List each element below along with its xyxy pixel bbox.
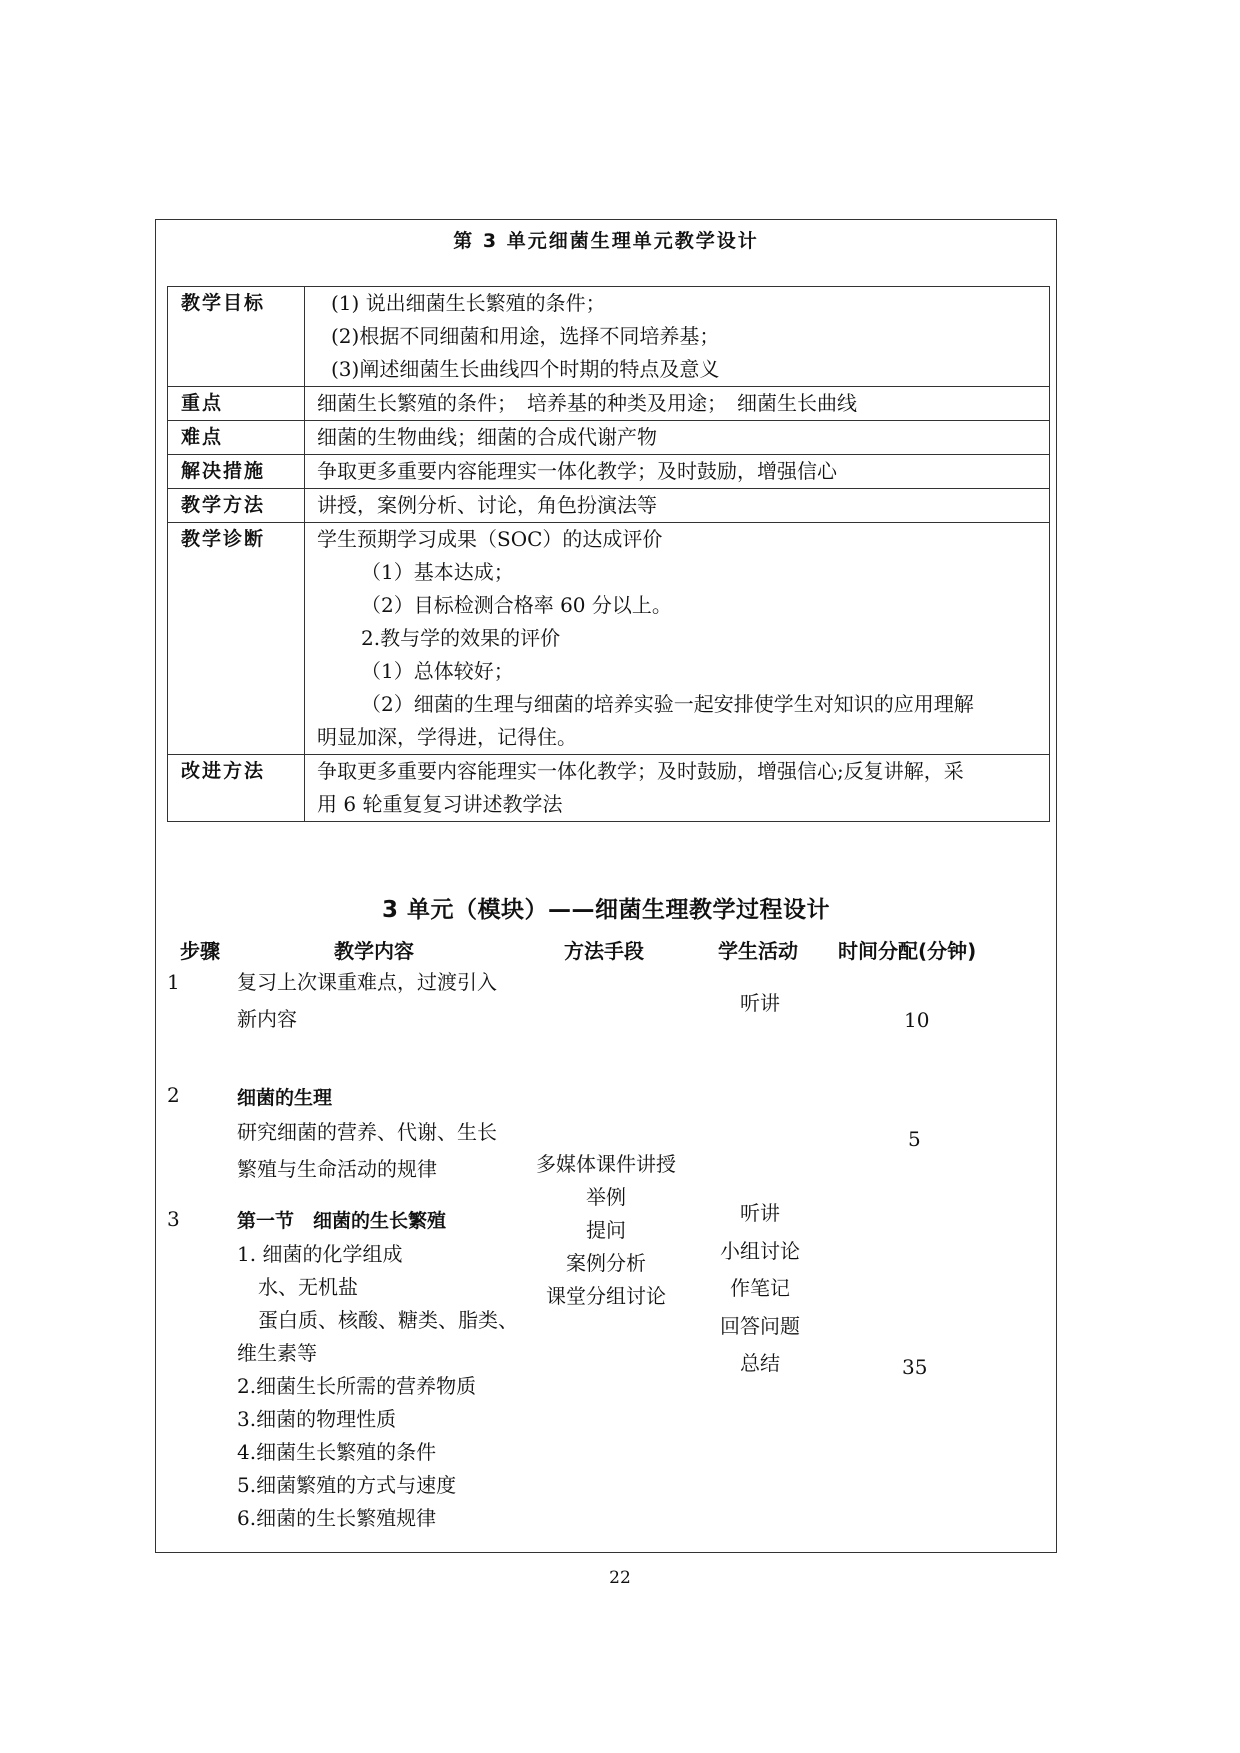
objectives-value [305,287,1050,387]
unit-info-table [167,286,1050,822]
objective-line: (1) 说出细菌生长繁殖的条件； [331,291,606,315]
objectives-row [168,287,1050,387]
measures-label: 解决措施 [168,455,305,489]
step-number: 1 [167,970,180,994]
process-title: 3 单元（模块）——细菌生理教学过程设计 [381,897,830,923]
measures-row [168,455,1050,489]
objectives-label: 教学目标 [168,287,305,387]
diagnosis-label: 教学诊断 [168,523,305,755]
method-item: 课堂分组讨论 [546,1284,666,1308]
method-item: 案例分析 [566,1251,646,1275]
measures-value: 争取更多重要内容能理实一体化教学；及时鼓励，增强信心 [305,455,1050,489]
header-method: 方法手段 [564,939,644,963]
header-content: 教学内容 [334,939,414,963]
difficulties-row [168,421,1050,455]
step-content-line: 2.细菌生长所需的营养物质 [237,1374,477,1398]
step-activity: 听讲 [740,991,780,1015]
objective-line: (2)根据不同细菌和用途，选择不同培养基； [331,324,720,348]
diagnosis-line: （1）基本达成； [361,560,514,584]
diagnosis-line: （2）目标检测合格率 60 分以上。 [361,593,672,617]
difficulties-label: 难点 [168,421,305,455]
key-points-value: 细菌生长繁殖的条件； 培养基的种类及用途； 细菌生长曲线 [305,387,1050,421]
activity-item: 作笔记 [730,1276,790,1300]
methods-column [526,1148,686,1313]
unit-title: 第 3 单元细菌生理单元教学设计 [453,230,759,252]
step-content-line: 3.细菌的物理性质 [237,1407,397,1431]
header-time: 时间分配(分钟) [838,939,977,963]
improvement-line: 用 6 轮重复复习讲述教学法 [317,792,563,816]
step-content-line: 6.细菌的生长繁殖规律 [237,1506,437,1530]
step-content-line: 1. 细菌的化学组成 [237,1242,403,1266]
step-content-line: 5.细菌繁殖的方式与速度 [237,1473,457,1497]
step-number: 2 [167,1083,180,1107]
diagnosis-row [168,523,1050,755]
step-time: 35 [902,1355,928,1379]
objective-line: (3)阐述细菌生长曲线四个时期的特点及意义 [331,357,720,381]
activities-column [700,1195,820,1383]
step-content-line: 维生素等 [237,1341,317,1365]
key-points-label: 重点 [168,387,305,421]
diagnosis-line: 2.教与学的效果的评价 [361,626,561,650]
step-content-line: 新内容 [237,1007,297,1031]
activity-item: 总结 [740,1351,780,1375]
step-content-line: 繁殖与生命活动的规律 [237,1157,437,1181]
improvement-line: 争取更多重要内容能理实一体化教学；及时鼓励，增强信心;反复讲解，采 [317,759,964,783]
step-content-line: 研究细菌的营养、代谢、生长 [237,1120,497,1144]
diagnosis-line: 明显加深，学得进，记得住。 [317,725,577,749]
improvement-value [305,755,1050,822]
method-item: 举例 [586,1185,626,1209]
step-title: 第一节 细菌的生长繁殖 [237,1210,447,1232]
step-time: 10 [904,1008,930,1032]
activity-item: 回答问题 [720,1313,800,1338]
step-content-line: 复习上次课重难点，过渡引入 [237,970,497,994]
improvement-label: 改进方法 [168,755,305,822]
step-number: 3 [167,1207,180,1231]
method-item: 提问 [586,1218,626,1242]
header-step: 步骤 [180,939,220,963]
improvement-row [168,755,1050,822]
difficulties-value: 细菌的生物曲线；细菌的合成代谢产物 [305,421,1050,455]
step-title: 细菌的生理 [237,1087,333,1109]
methods-value: 讲授，案例分析、讨论，角色扮演法等 [305,489,1050,523]
activity-item: 小组讨论 [720,1238,800,1263]
diagnosis-line: （2）细菌的生理与细菌的培养实验一起安排使学生对知识的应用理解 [361,692,974,716]
diagnosis-line: 学生预期学习成果（SOC）的达成评价 [317,527,663,551]
page-number: 22 [609,1568,631,1588]
header-activity: 学生活动 [718,939,798,963]
step-content-line: 4.细菌生长繁殖的条件 [237,1440,437,1464]
methods-label: 教学方法 [168,489,305,523]
step-content-line: 蛋白质、核酸、糖类、脂类、 [258,1308,518,1332]
methods-row [168,489,1050,523]
key-points-row [168,387,1050,421]
step-content-line: 水、无机盐 [258,1275,358,1299]
diagnosis-value [305,523,1050,755]
diagnosis-line: （1）总体较好； [361,659,514,683]
activity-item: 听讲 [740,1201,780,1225]
step-time: 5 [908,1127,921,1151]
method-item: 多媒体课件讲授 [536,1152,676,1176]
